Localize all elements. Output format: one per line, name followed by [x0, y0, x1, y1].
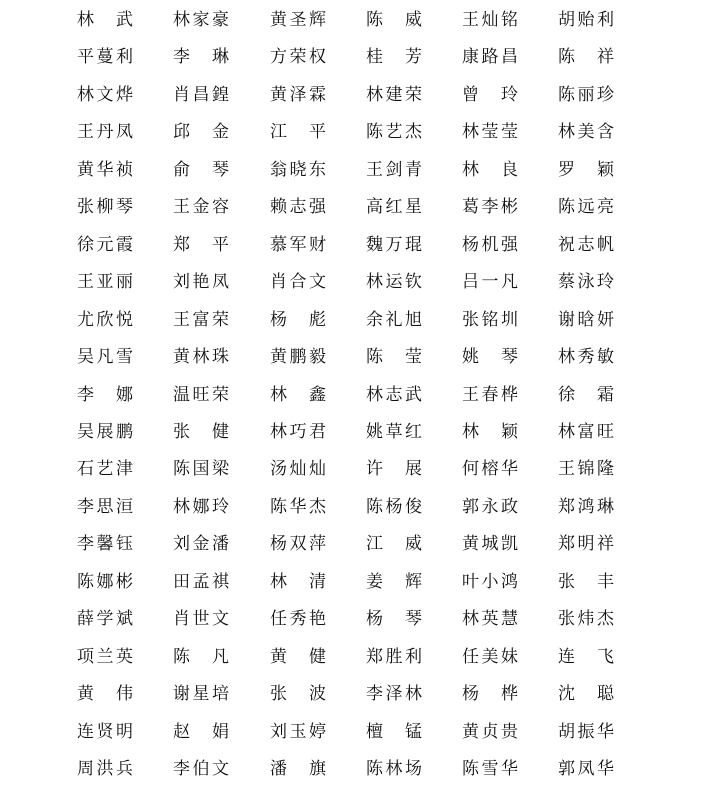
name-cell: 黄 健 — [270, 646, 326, 667]
name-cell: 余礼旭 — [366, 309, 422, 330]
name-cell: 王金容 — [173, 197, 229, 218]
name-cell: 胡振华 — [558, 721, 614, 742]
name-row — [0, 526, 714, 562]
name-row — [0, 264, 714, 300]
name-row — [0, 339, 714, 375]
name-cell: 江 平 — [270, 122, 326, 143]
name-cell: 王剑青 — [366, 159, 422, 180]
name-cell: 陈杨俊 — [366, 496, 422, 517]
name-cell: 林英慧 — [462, 609, 518, 630]
name-cell: 陈国梁 — [173, 459, 229, 480]
name-cell: 肖合文 — [270, 272, 326, 293]
name-cell: 张柳琴 — [77, 197, 133, 218]
name-cell: 林运钦 — [366, 272, 422, 293]
name-row — [0, 227, 714, 263]
name-row — [0, 639, 714, 675]
name-cell: 陈 威 — [366, 10, 422, 30]
name-cell: 陈林场 — [366, 759, 422, 779]
name-cell: 陈雪华 — [462, 759, 518, 779]
name-cell: 汤灿灿 — [270, 459, 326, 480]
name-cell: 林建荣 — [366, 84, 422, 105]
name-cell: 高红星 — [366, 197, 422, 218]
name-cell: 方荣权 — [270, 47, 326, 68]
name-row — [0, 39, 714, 75]
name-cell: 石艺津 — [77, 459, 133, 480]
name-cell: 林美含 — [558, 122, 614, 143]
name-cell: 黄林珠 — [173, 347, 229, 368]
name-cell: 黄城凯 — [462, 534, 518, 555]
name-cell: 林娜玲 — [173, 496, 229, 517]
name-cell: 林文烨 — [77, 84, 133, 105]
name-cell: 林莹莹 — [462, 122, 518, 143]
name-cell: 杨机强 — [462, 234, 518, 255]
name-row — [0, 489, 714, 525]
name-row — [0, 302, 714, 338]
name-cell: 郑 平 — [173, 234, 229, 255]
name-cell: 陈 祥 — [558, 47, 614, 68]
name-cell: 张 健 — [173, 421, 229, 442]
name-cell: 魏万琨 — [366, 234, 422, 255]
name-cell: 陈远亮 — [558, 197, 614, 218]
name-cell: 蔡泳玲 — [558, 272, 614, 293]
name-cell: 王锦隆 — [558, 459, 614, 480]
name-cell: 尤欣悦 — [77, 309, 133, 330]
name-cell: 黄贞贵 — [462, 721, 518, 742]
name-cell: 林 武 — [77, 10, 133, 30]
name-cell: 林 鑫 — [270, 384, 326, 405]
name-cell: 李泽林 — [366, 684, 422, 705]
name-cell: 薛学斌 — [77, 609, 133, 630]
name-cell: 赵 娟 — [173, 721, 229, 742]
name-cell: 徐 霜 — [558, 384, 614, 405]
name-cell: 王丹凤 — [77, 122, 133, 143]
name-cell: 姚草红 — [366, 421, 422, 442]
name-cell: 林志武 — [366, 384, 422, 405]
name-cell: 林秀敏 — [558, 347, 614, 368]
name-cell: 谢晗妍 — [558, 309, 614, 330]
name-cell: 王灿铭 — [462, 10, 518, 30]
name-cell: 张 波 — [270, 684, 326, 705]
name-cell: 项兰英 — [77, 646, 133, 667]
name-row — [0, 114, 714, 150]
name-cell: 林家豪 — [173, 10, 229, 30]
name-cell: 杨 琴 — [366, 609, 422, 630]
name-cell: 黄圣辉 — [270, 10, 326, 30]
name-cell: 王春桦 — [462, 384, 518, 405]
name-cell: 潘 旗 — [270, 759, 326, 779]
name-cell: 谢星培 — [173, 684, 229, 705]
name-cell: 吴展鹏 — [77, 421, 133, 442]
name-cell: 沈 聪 — [558, 684, 614, 705]
name-cell: 翁晓东 — [270, 159, 326, 180]
name-cell: 郭凤华 — [558, 759, 614, 779]
name-cell: 何榕华 — [462, 459, 518, 480]
name-cell: 江 威 — [366, 534, 422, 555]
name-row — [0, 2, 714, 38]
name-cell: 李 琳 — [173, 47, 229, 68]
name-cell: 曾 玲 — [462, 84, 518, 105]
name-cell: 黄泽霖 — [270, 84, 326, 105]
name-cell: 李 娜 — [77, 384, 133, 405]
name-cell: 陈艺杰 — [366, 122, 422, 143]
name-row — [0, 601, 714, 637]
name-row — [0, 189, 714, 225]
name-cell: 黄 伟 — [77, 684, 133, 705]
name-cell: 陈 凡 — [173, 646, 229, 667]
name-cell: 葛李彬 — [462, 197, 518, 218]
name-cell: 李馨钰 — [77, 534, 133, 555]
name-cell: 郭永政 — [462, 496, 518, 517]
name-cell: 邱 金 — [173, 122, 229, 143]
name-cell: 任美妹 — [462, 646, 518, 667]
name-row — [0, 414, 714, 450]
name-cell: 连贤明 — [77, 721, 133, 742]
name-cell: 周洪兵 — [77, 759, 133, 779]
name-cell: 肖世文 — [173, 609, 229, 630]
name-row — [0, 152, 714, 188]
name-row — [0, 451, 714, 487]
name-cell: 平蔓利 — [77, 47, 133, 68]
name-row — [0, 77, 714, 113]
name-cell: 李伯文 — [173, 759, 229, 779]
name-cell: 陈丽珍 — [558, 84, 614, 105]
name-cell: 姚 琴 — [462, 347, 518, 368]
name-cell: 黄华祯 — [77, 159, 133, 180]
name-cell: 任秀艳 — [270, 609, 326, 630]
name-row — [0, 564, 714, 600]
name-cell: 桂 芳 — [366, 47, 422, 68]
name-cell: 林巧君 — [270, 421, 326, 442]
name-cell: 张炜杰 — [558, 609, 614, 630]
name-cell: 肖昌鍠 — [173, 84, 229, 105]
name-cell: 徐元霞 — [77, 234, 133, 255]
name-cell: 赖志强 — [270, 197, 326, 218]
name-cell: 陈 莹 — [366, 347, 422, 368]
name-cell: 陈娜彬 — [77, 571, 133, 592]
name-cell: 吴凡雪 — [77, 347, 133, 368]
name-cell: 林 颖 — [462, 421, 518, 442]
name-cell: 刘艳凤 — [173, 272, 229, 293]
name-cell: 林 良 — [462, 159, 518, 180]
name-row — [0, 714, 714, 750]
name-cell: 黄鹏毅 — [270, 347, 326, 368]
name-cell: 祝志帆 — [558, 234, 614, 255]
name-cell: 王富荣 — [173, 309, 229, 330]
name-cell: 田孟祺 — [173, 571, 229, 592]
name-cell: 温旺荣 — [173, 384, 229, 405]
name-cell: 郑胜利 — [366, 646, 422, 667]
name-cell: 陈华杰 — [270, 496, 326, 517]
name-cell: 李思洹 — [77, 496, 133, 517]
name-cell: 杨双萍 — [270, 534, 326, 555]
name-cell: 俞 琴 — [173, 159, 229, 180]
name-cell: 林 清 — [270, 571, 326, 592]
name-cell: 慕军财 — [270, 234, 326, 255]
name-cell: 郑明祥 — [558, 534, 614, 555]
name-cell: 康路昌 — [462, 47, 518, 68]
name-cell: 胡贻利 — [558, 10, 614, 30]
name-cell: 杨 桦 — [462, 684, 518, 705]
name-cell: 郑鸿琳 — [558, 496, 614, 517]
name-cell: 张 丰 — [558, 571, 614, 592]
name-row — [0, 377, 714, 413]
name-cell: 姜 辉 — [366, 571, 422, 592]
name-row — [0, 676, 714, 712]
name-cell: 许 展 — [366, 459, 422, 480]
name-cell: 林富旺 — [558, 421, 614, 442]
name-cell: 刘金潘 — [173, 534, 229, 555]
name-cell: 张铭圳 — [462, 309, 518, 330]
name-cell: 连 飞 — [558, 646, 614, 667]
name-cell: 罗 颖 — [558, 159, 614, 180]
name-cell: 叶小鸿 — [462, 571, 518, 592]
name-cell: 杨 彪 — [270, 309, 326, 330]
name-cell: 吕一凡 — [462, 272, 518, 293]
name-row — [0, 751, 714, 787]
name-cell: 王亚丽 — [77, 272, 133, 293]
name-cell: 刘玉婷 — [270, 721, 326, 742]
name-cell: 檀 锰 — [366, 721, 422, 742]
